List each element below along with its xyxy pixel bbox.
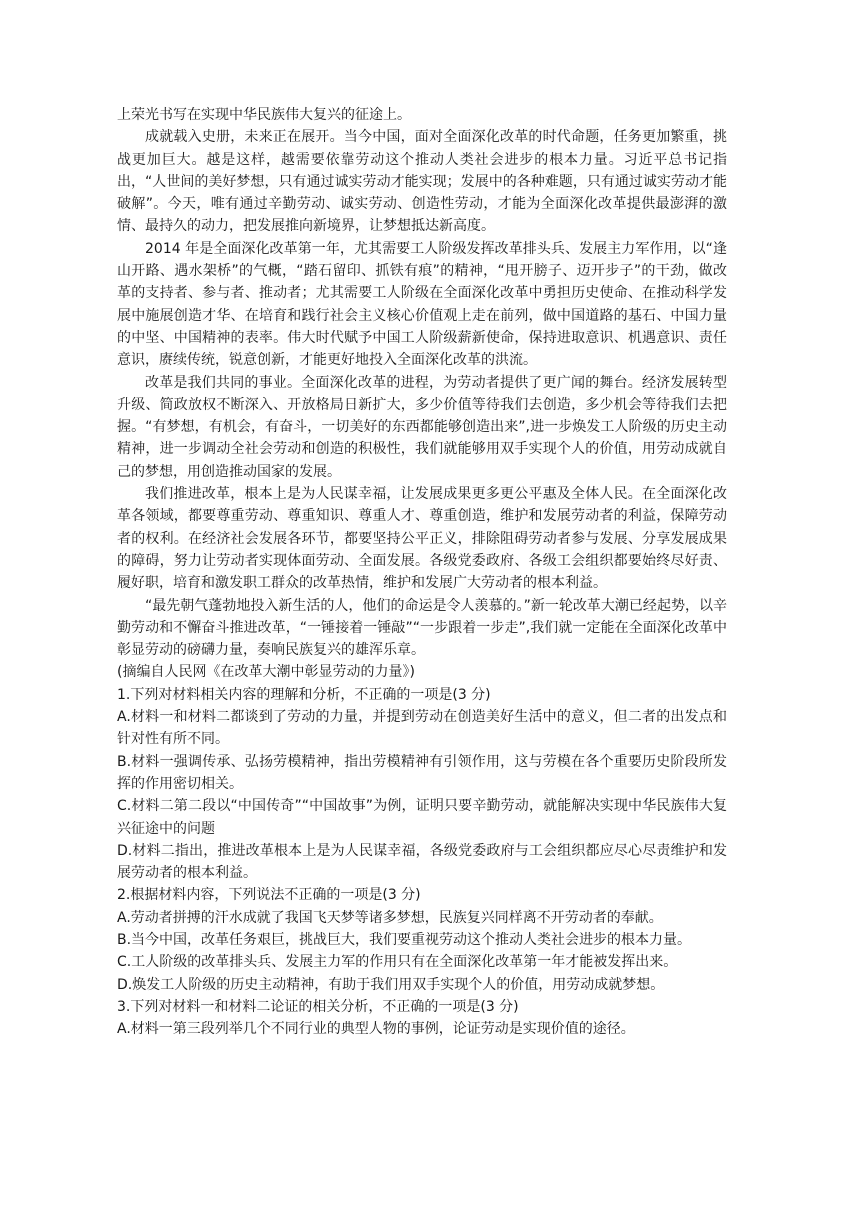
question-1-option-a: A.材料一和材料二都谈到了劳动的力量，并提到劳动在创造美好生活中的意义，但二者的出发点和针对性有所不同。 [117, 709, 727, 748]
question-3-stem: 3.下列对材料一和材料二论证的相关分析，不正确的一项是(3 分) [117, 998, 519, 1015]
question-2-option-a: A.劳动者拼搏的汗水成就了我国飞天梦等诸多梦想，民族复兴同样离不开劳动者的奉献。 [117, 909, 663, 926]
document-body [117, 104, 727, 1040]
question-1-option-b: B.材料一强调传承、弘扬劳模精神，指出劳模精神有引领作用，这与劳模在各个重要历史阶段所发挥的作用密切相关。 [117, 753, 727, 792]
question-2-stem: 2.根据材料内容，下列说法不正确的一项是(3 分) [117, 887, 421, 904]
paragraph-achievements: 成就载入史册，未来正在展开。当今中国，面对全面深化改革的时代命题，任务更加繁重，挑战更加巨大。越是这样，越需要依靠劳动这个推动人类社会进步的根本力量。习近平总书记指出，“人世间的美好梦想，只有通过诚实劳动才能实现；发展中的各种难题，只有通过诚实劳动才能破解”。今天，唯有通过辛勤劳动、诚实劳动、创造性劳动，才能为全面深化改革提供最澎湃的激情、最持久的动力，把发展推向新境界，让梦想抵达新高度。 [117, 129, 727, 235]
question-3-option-a: A.材料一第三段列举几个不同行业的典型人物的事例，论证劳动是实现价值的途径。 [117, 1021, 635, 1038]
question-2-option-b: B.当今中国，改革任务艰巨，挑战巨大，我们要重视劳动这个推动人类社会进步的根本力量。 [117, 931, 692, 948]
source-citation: (摘编自人民网《在改革大潮中彰显劳动的力量》) [117, 664, 415, 681]
question-1-option-c: C.材料二第二段以“中国传奇”“中国故事”为例，证明只要辛勤劳动，就能解决实现中华民族伟大复兴征途中的问题 [117, 798, 727, 837]
question-2-option-d: D.焕发工人阶级的历史主动精神，有助于我们用双手实现个人的价值，用劳动成就梦想。 [117, 976, 665, 993]
paragraph-people-happiness: 我们推进改革，根本上是为人民谋幸福，让发展成果更多更公平惠及全体人民。在全面深化改革各领域，都要尊重劳动、尊重知识、尊重人才、尊重创造，维护和发展劳动者的利益，保障劳动者的权利。在经济社会发展各环节，都要坚持公平正义，排除阻碍劳动者参与发展、分享发展成果的障碍，努力让劳动者实现体面劳动、全面发展。各级党委政府、各级工会组织都要始终尽好责、履好职，培育和激发职工群众的改革热情，维护和发展广大劳动者的根本利益。 [117, 486, 727, 592]
paragraph-2014: 2014 年是全面深化改革第一年，尤其需要工人阶级发挥改革排头兵、发展主力军作用，以“逢山开路、遇水架桥”的气概，“踏石留印、抓铁有痕”的精神，“甩开膀子、迈开步子”的干劲，做改革的支持者、参与者、推动者；尤其需要工人阶级在全面深化改革中勇担历史使命、在推动科学发展中施展创造才华、在培育和践行社会主义核心价值观上走在前列，做中国道路的基石、中国力量的中坚、中国精神的表率。伟大时代赋予中国工人阶级薪新使命，保持进取意识、机遇意识、责任意识，赓续传统，锐意创新，才能更好地投入全面深化改革的洪流。 [117, 240, 727, 369]
paragraph-conclusion: “最先朝气蓬勃地投入新生活的人，他们的命运是令人羡慕的。”新一轮改革大潮已经起势，以辛勤劳动和不懈奋斗推进改革，“一锤接着一锤敲”“一步跟着一步走”,我们就一定能在全面深化改革中彰显劳动的磅礴力量，奏响民族复兴的雄浑乐章。 [117, 597, 727, 659]
paragraph-continuation: 上荣光书写在实现中华民族伟大复兴的征途上。 [117, 107, 411, 123]
paragraph-shared-cause: 改革是我们共同的事业。全面深化改革的进程，为劳动者提供了更广闻的舞台。经济发展转型升级、简政放权不断深入、开放格局日新扩大，多少价值等待我们去创造，多少机会等待我们去把握。“有梦想，有机会，有奋斗，一切美好的东西都能够创造出来”,进一步焕发工人阶级的历史主动精神，进一步调动全社会劳动和创造的积极性，我们就能够用双手实现个人的价值，用劳动成就自己的梦想，用创造推动国家的发展。 [117, 374, 727, 480]
question-2-option-c: C.工人阶级的改革排头兵、发展主力军的作用只有在全面深化改革第一年才能被发挥出来。 [117, 954, 678, 971]
question-1-option-d: D.材料二指出，推进改革根本上是为人民谋幸福，各级党委政府与工会组织都应尽心尽责维护和发展劳动者的根本利益。 [117, 842, 727, 882]
question-1-stem: 1.下列对材料相关内容的理解和分析，不正确的一项是(3 分) [117, 686, 491, 703]
